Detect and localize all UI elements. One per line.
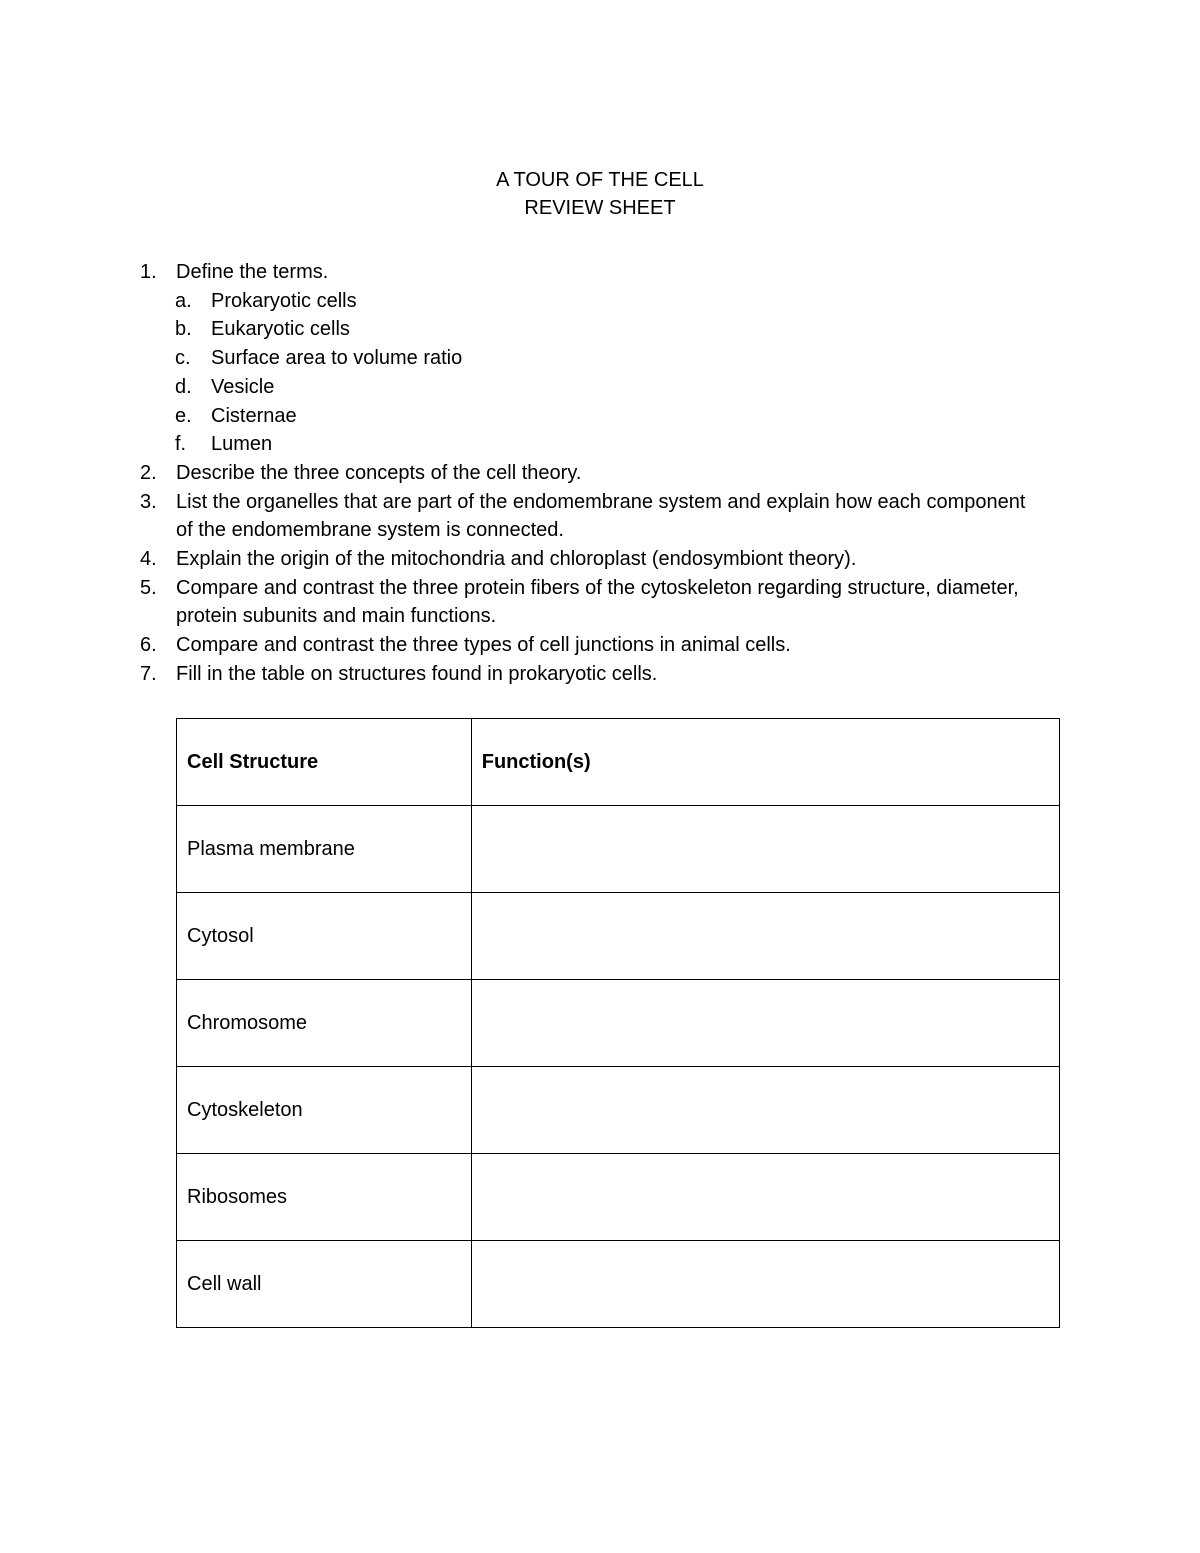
- term-item: [140, 287, 1040, 316]
- question-text: Define the terms.: [176, 261, 329, 283]
- question-number: 4.: [140, 548, 157, 571]
- table-row: [177, 893, 1060, 980]
- question-number: 3.: [140, 490, 157, 513]
- term-text: Vesicle: [211, 375, 275, 398]
- term-item: [140, 402, 1040, 431]
- structure-cell: Chromosome: [177, 980, 472, 1067]
- cell-structure-table: [176, 718, 1060, 1328]
- question-text: Explain the origin of the mitochondria and chloroplast (endosymbiont theory).: [176, 548, 857, 571]
- column-header-structure: Cell Structure: [177, 719, 472, 806]
- question-number: 7.: [140, 662, 157, 685]
- term-letter: f.: [175, 433, 187, 456]
- question-number: 2.: [140, 461, 157, 484]
- term-text: Prokaryotic cells: [211, 289, 357, 312]
- term-text: Surface area to volume ratio: [211, 347, 463, 370]
- function-cell[interactable]: [471, 806, 1059, 893]
- table-row: [177, 1241, 1060, 1328]
- question-text: List the organelles that are part of the endomembrane system and explain how each component of the endomembrane system is connected.: [176, 490, 1026, 542]
- question-2: [140, 459, 1040, 488]
- question-text: Describe the three concepts of the cell theory.: [176, 461, 582, 484]
- term-letter: a.: [175, 289, 192, 312]
- question-text: Compare and contrast the three protein fibers of the cytoskeleton regarding structure, diameter, protein subunits and main functions.: [176, 576, 1019, 628]
- table-row: [177, 1154, 1060, 1241]
- question-6: [140, 631, 1040, 660]
- document-subtitle: REVIEW SHEET: [524, 197, 676, 219]
- structure-cell: Ribosomes: [177, 1154, 472, 1241]
- table-row: [177, 980, 1060, 1067]
- table-row: [177, 806, 1060, 893]
- function-cell[interactable]: [471, 980, 1059, 1067]
- question-list: [140, 258, 1040, 689]
- question-number: 5.: [140, 576, 157, 599]
- column-header-function: Function(s): [471, 719, 1059, 806]
- question-number: 1.: [140, 261, 157, 283]
- function-cell[interactable]: [471, 1067, 1059, 1154]
- question-4: [140, 545, 1040, 574]
- term-letter: e.: [175, 404, 192, 427]
- term-letter: c.: [175, 347, 191, 370]
- structure-cell: Cytosol: [177, 893, 472, 980]
- question-3: [140, 488, 1040, 545]
- term-text: Lumen: [211, 433, 273, 456]
- question-7: [140, 660, 1040, 689]
- structure-cell: Plasma membrane: [177, 806, 472, 893]
- table-header-row: [177, 719, 1060, 806]
- table-row: [177, 1067, 1060, 1154]
- function-cell[interactable]: [471, 1241, 1059, 1328]
- term-text: Eukaryotic cells: [211, 318, 350, 341]
- term-letter: b.: [175, 318, 192, 341]
- structure-cell: Cell wall: [177, 1241, 472, 1328]
- question-text: Fill in the table on structures found in prokaryotic cells.: [176, 662, 658, 685]
- question-number: 6.: [140, 634, 157, 657]
- question-text: Compare and contrast the three types of cell junctions in animal cells.: [176, 634, 791, 657]
- function-cell[interactable]: [471, 1154, 1059, 1241]
- term-letter: d.: [175, 375, 192, 398]
- term-item: [140, 430, 1040, 459]
- question-5: [140, 574, 1040, 631]
- function-cell[interactable]: [471, 893, 1059, 980]
- term-item: [140, 373, 1040, 402]
- term-item: [140, 315, 1040, 344]
- term-item: [140, 344, 1040, 373]
- question-1: [140, 258, 1040, 287]
- structure-cell: Cytoskeleton: [177, 1067, 472, 1154]
- term-text: Cisternae: [211, 404, 297, 427]
- document-title: A TOUR OF THE CELL: [496, 169, 704, 191]
